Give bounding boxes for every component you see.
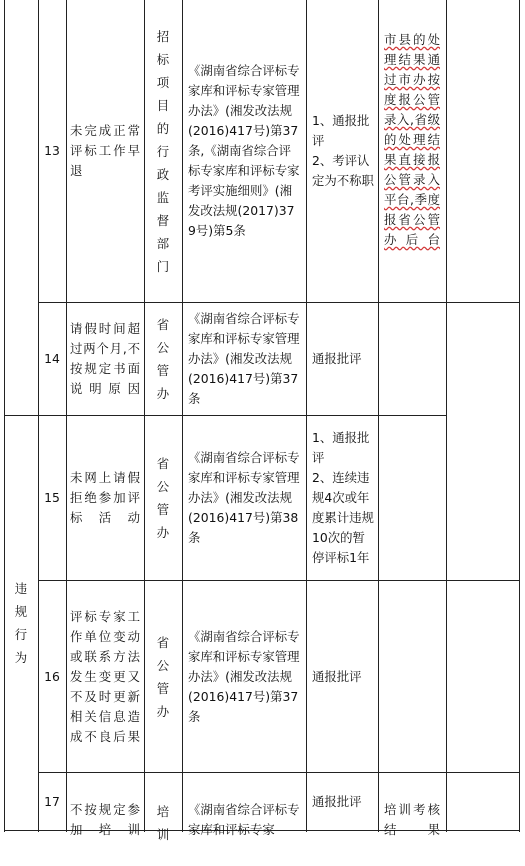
- basis-text: 《湖南省综合评标专家库和评标专家管理办法》(湘发改法规(2016)417号)第37条: [188, 311, 300, 406]
- measure-cell: [312, 416, 376, 580]
- behavior-text: 评标专家工作单位变动或联系方法发生变更又不及时更新相关信息造成不良后果: [70, 608, 140, 744]
- authority-text: 省公管办: [156, 317, 170, 401]
- behavior-text: 未完成正常评标工作早退: [70, 123, 140, 178]
- measure-text: 通报批评: [312, 351, 362, 366]
- executor-cell: [384, 303, 444, 415]
- category-cell: [4, 416, 38, 830]
- basis-cell: [188, 416, 302, 580]
- authority-cell: [144, 416, 182, 580]
- grid-line: [378, 0, 379, 832]
- basis-text: 《湖南省综合评标专家库和评标专家管理办法》(湘发改法规(2016)417号)第37条: [188, 628, 300, 724]
- behavior-text: 未网上请假拒绝参加评标活动: [70, 470, 140, 525]
- basis-text: 《湖南省综合评标专家库和评标专家管理办法》(湘发改法规(2016)417号)第37条,《湖南省综合评标专家库和评标专家考评实施细则》(湘发改法规(2017)379号)第5条: [188, 63, 300, 238]
- basis-text: 《湖南省综合评标专家库和评标专家管理办法》(湘发改法规(2016)417号)第38条: [188, 450, 300, 545]
- row-number: 16: [44, 668, 60, 684]
- behavior-text: 请假时间超过两个月,不按规定书面说明原因: [70, 321, 140, 396]
- authority-text: 省公管办: [156, 634, 170, 719]
- basis-cell: [188, 303, 302, 415]
- authority-cell: [144, 780, 182, 842]
- executor-cell: [384, 10, 444, 300]
- basis-text: 《湖南省综合评标专家库和评标专家: [188, 802, 300, 837]
- measure-text: 通报批评: [312, 793, 362, 809]
- grid-line: [182, 0, 183, 832]
- measure-text: 1、通报批评 2、考评认定为不称职: [312, 113, 374, 188]
- authority-cell: [144, 303, 182, 415]
- grid-line: [446, 0, 447, 832]
- authority-cell: [144, 581, 182, 772]
- authority-text: 培训: [156, 804, 170, 842]
- basis-cell: [188, 0, 302, 302]
- row-number: 14: [44, 351, 60, 366]
- grid-line: [66, 0, 67, 832]
- row-number: 17: [44, 793, 60, 809]
- authority-text: 招标项目的行政监督部门: [156, 28, 170, 274]
- measure-cell: [312, 303, 376, 415]
- basis-cell: [188, 581, 302, 772]
- measure-text: 通报批评: [312, 668, 362, 684]
- basis-cell: [188, 780, 302, 837]
- grid-line: [306, 0, 307, 832]
- measure-cell: [312, 773, 376, 830]
- authority-cell: [144, 0, 182, 302]
- grid-line: [519, 0, 520, 832]
- executor-text: 培训考核结果: [384, 802, 440, 837]
- category-label: 违规行为: [14, 581, 28, 665]
- executor-text: 市县的处理结果通过市办按度报公管录入,省级的处理结果直接报公管录入平台,季度报省公管办后台: [384, 32, 440, 247]
- measure-cell: [312, 0, 376, 302]
- behavior-cell: [70, 581, 142, 772]
- measure-cell: [312, 581, 376, 772]
- behavior-cell: [70, 780, 142, 837]
- behavior-cell: [70, 416, 142, 580]
- behavior-cell: [70, 303, 142, 415]
- behavior-text: 不按规定参加培训: [70, 802, 140, 837]
- behavior-cell: [70, 0, 142, 302]
- row-number: 15: [44, 490, 60, 505]
- grid-line: [38, 772, 519, 773]
- executor-cell: [384, 780, 444, 837]
- measure-text: 1、通报批评 2、连续违规4次或年度累计违规10次的暂停评标1年: [312, 430, 374, 565]
- authority-text: 省公管办: [156, 456, 170, 540]
- row-number: 13: [44, 143, 60, 158]
